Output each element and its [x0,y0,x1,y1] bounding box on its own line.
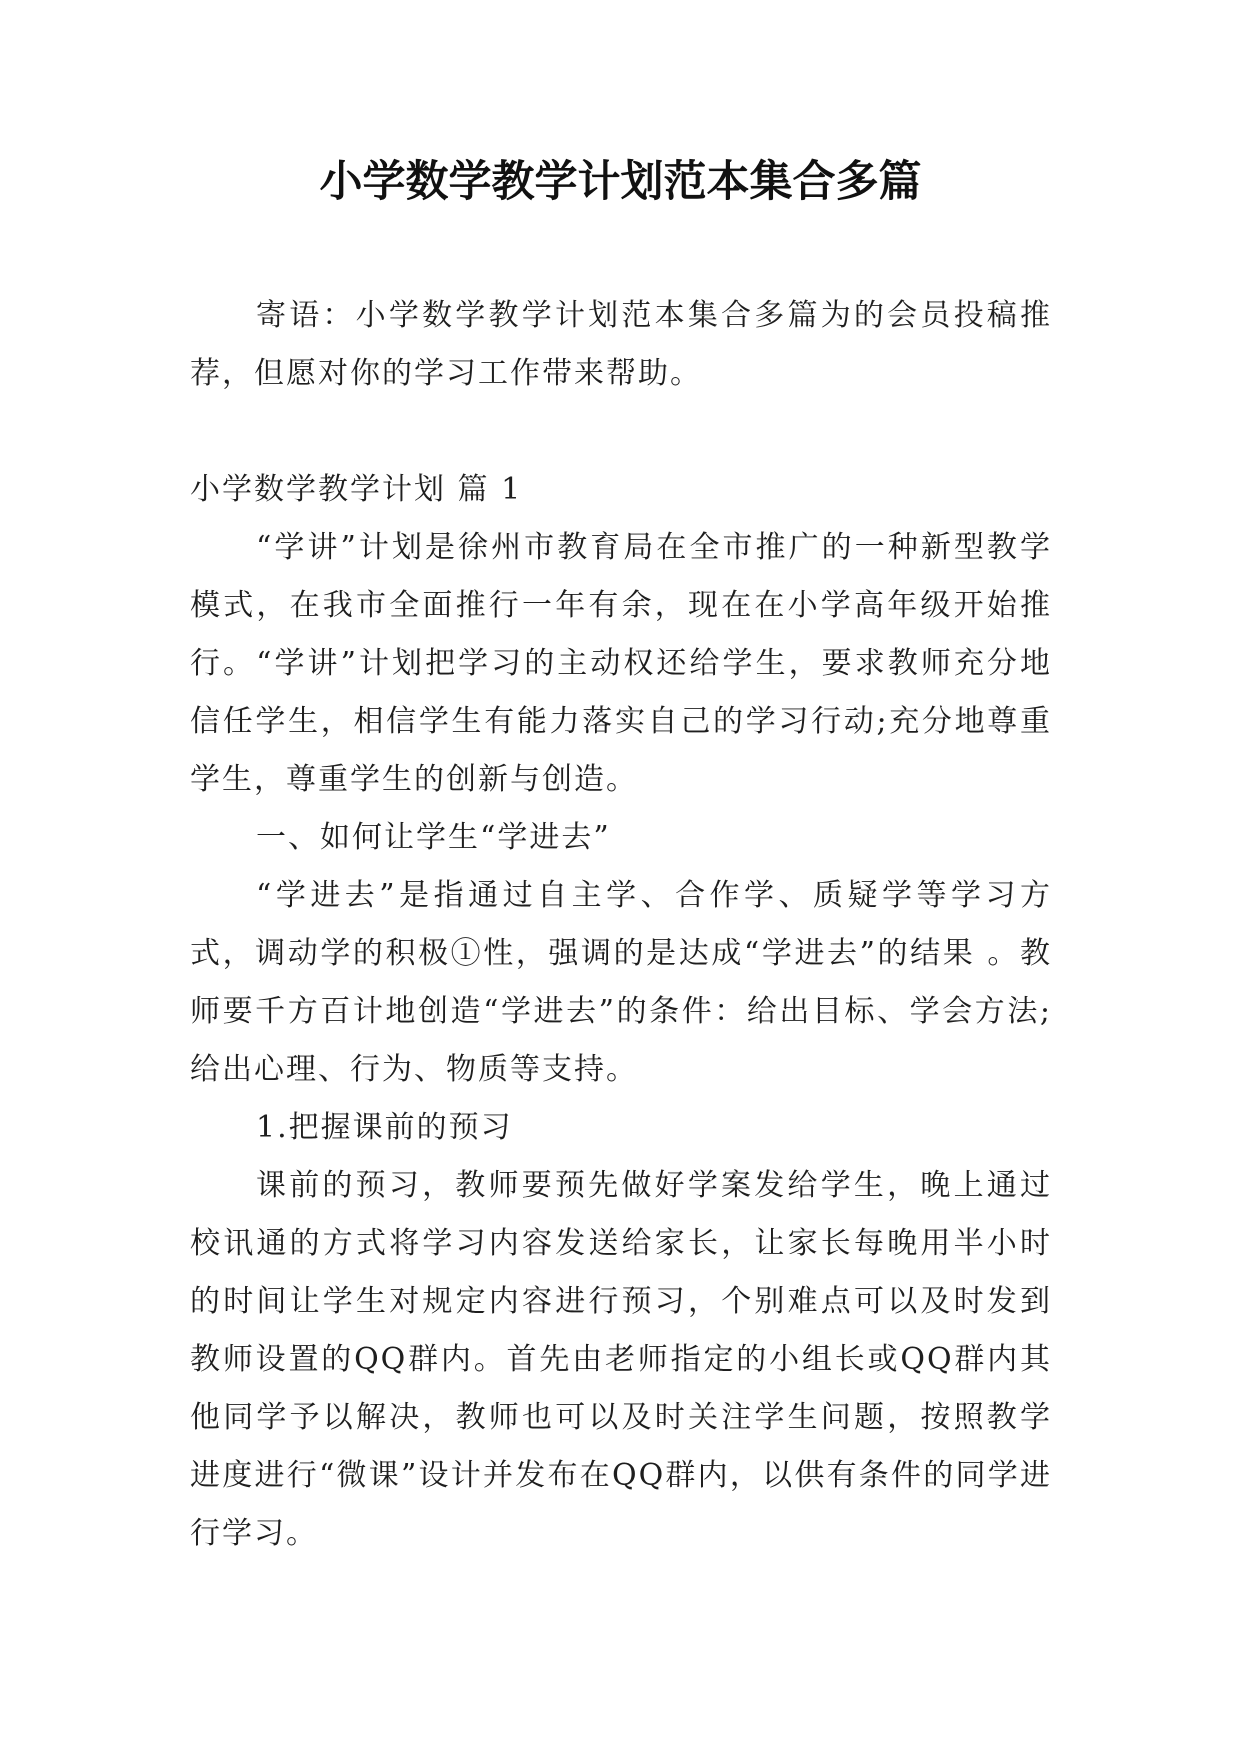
intro-paragraph: 寄语：小学数学教学计划范本集合多篇为的会员投稿推荐，但愿对你的学习工作带来帮助。 [190,298,1052,391]
document-body [190,287,1052,1563]
subsection-heading: 一、如何让学生“学进去” [256,820,611,855]
body-paragraph: “学讲”计划是徐州市教育局在全市推广的一种新型教学模式，在我市全面推行一年有余，现在在小学高年级开始推行。“学讲”计划把学习的主动权还给学生，要求教师充分地信任学生，相信学生有能力落实自己的学习行动;充分地尊重学生，尊重学生的创新与创造。 [190,530,1052,797]
body-paragraph: 课前的预习，教师要预先做好学案发给学生，晚上通过校讯通的方式将学习内容发送给家长，让家长每晚用半小时的时间让学生对规定内容进行预习，个别难点可以及时发到教师设置的QQ群内。首先由老师指定的小组长或QQ群内其他同学予以解决，教师也可以及时关注学生问题，按照教学进度进行“微课”设计并发布在QQ群内，以供有条件的同学进行学习。 [190,1168,1052,1551]
item-heading: 1.把握课前的预习 [256,1110,513,1145]
document-title: 小学数学教学计划范本集合多篇 [319,157,922,207]
body-paragraph: “学进去”是指通过自主学、合作学、质疑学等学习方式，调动学的积极①性，强调的是达成“学进去”的结果 。教师要千方百计地创造“学进去”的条件：给出目标、学会方法;给出心理、行为、物质等支持。 [190,878,1052,1087]
section-heading: 小学数学教学计划 篇 1 [190,472,523,507]
